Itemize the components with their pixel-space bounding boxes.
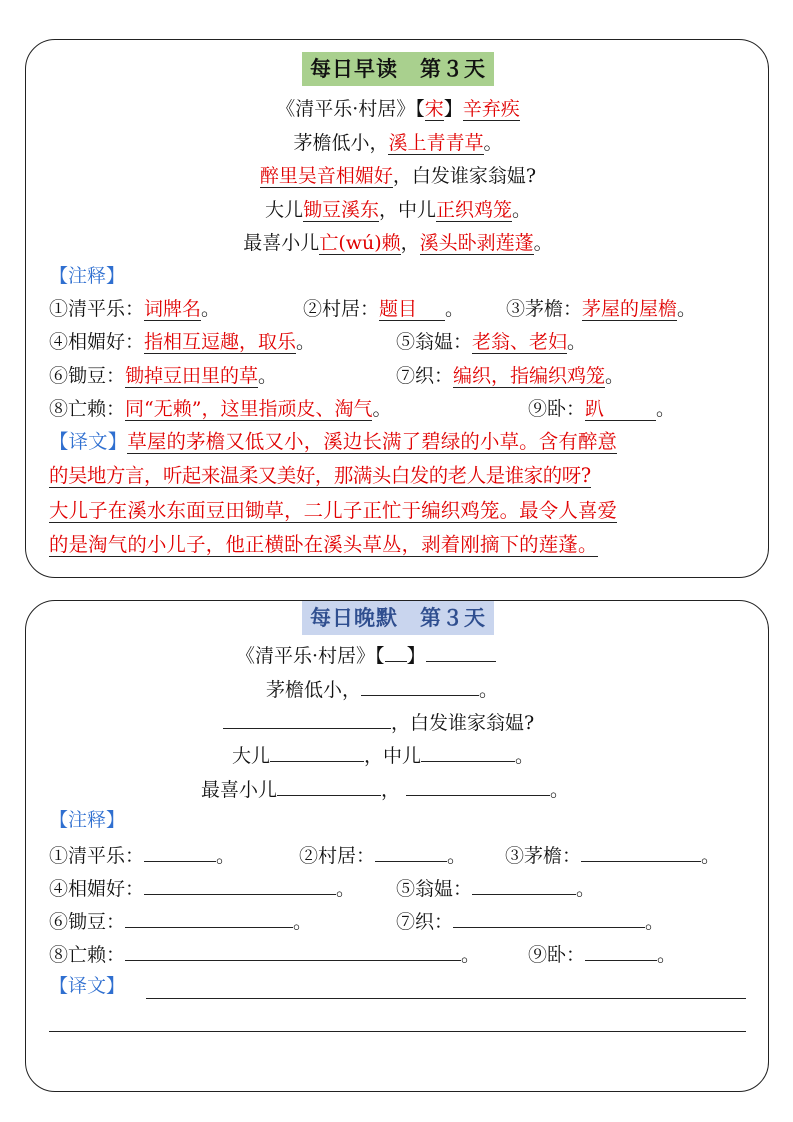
note-period: 。 [296,331,316,353]
note-2 [303,296,464,322]
note-3 [505,841,720,869]
note-period: 。 [567,331,587,353]
poem-line-1 [26,130,770,156]
poem-text: 。 [550,779,570,801]
translation-label: 【译文】 [49,430,128,453]
poem-line-3 [26,197,770,223]
note-term: ⑤翁媪： [396,878,473,900]
note-term: ①清平乐： [49,298,145,320]
note-answer: 茅屋的屋檐 [582,298,678,320]
poem-text: 。 [512,199,532,221]
note-8 [49,940,480,968]
poem-text: 。 [533,232,553,254]
note-blank[interactable] [375,841,447,862]
translation-line-2: 的吴地方言，听起来温柔又美好，那满头白发的老人是谁家的呀? [49,464,591,488]
note-period: 。 [201,298,221,320]
note-answer: 趴 [585,398,656,421]
note-term: ⑦织： [396,365,454,387]
note-term: ⑦织： [396,911,454,933]
poem-line-2 [223,708,534,736]
note-blank[interactable] [453,907,645,928]
line2-blank[interactable] [223,708,391,729]
note-period: 。 [656,398,676,420]
notes-label: 【注释】 [49,265,126,287]
note-period: 。 [605,365,625,387]
note-answer: 锄掉豆田里的草 [125,365,259,387]
poem-text: ，中儿 [364,745,422,767]
bracket-close: 】 [443,98,463,120]
line4-blank-b[interactable] [406,775,550,796]
poem-text: 大儿 [264,199,303,221]
poem-text: ，白发谁家翁媪? [391,712,535,734]
note-4 [49,329,315,355]
poem-answer: 溪头卧剥莲蓬 [419,232,534,254]
note-term: ⑧亡赖： [49,398,126,420]
poem-title: 《清平乐·村居》 [276,98,416,120]
note-7 [396,907,664,935]
note-3 [506,296,696,322]
poem-text: ， [400,232,420,254]
note-6 [49,363,277,389]
poem-line-4 [26,230,770,256]
note-period: 。 [293,911,313,933]
bracket-close: 】 [406,645,426,667]
poem-answer: 锄豆溪东 [302,199,379,221]
poem-line-1 [266,675,498,703]
note-period: 。 [336,878,356,900]
line3-blank-b[interactable] [421,741,515,762]
poem-answer: 正织鸡笼 [436,199,513,221]
note-term: ①清平乐： [49,845,145,867]
note-period: 。 [576,878,596,900]
note-blank[interactable] [581,841,701,862]
dynasty-blank[interactable] [385,641,407,662]
note-term: ③茅檐： [506,298,583,320]
morning-title: 每日早读 第３天 [302,52,494,86]
note-answer: 题目 [379,298,445,321]
note-9 [528,940,676,968]
note-answer: 同“无赖”，这里指顽皮、淘气 [125,398,373,420]
poem-text: 。 [479,679,499,701]
poem-line-2 [26,163,770,189]
note-period: 。 [445,298,465,320]
notes-label: 【注释】 [49,809,126,831]
translation-blank-1[interactable] [146,998,746,999]
evening-title: 每日晚默 第３天 [302,601,494,635]
note-5 [396,329,586,355]
note-term: ⑤翁媪： [396,331,473,353]
poem-title-line [26,96,770,122]
note-7 [396,363,624,389]
poem-title: 《清平乐·村居》 [236,645,376,667]
evening-dictation-card [25,600,769,1092]
note-period: 。 [645,911,665,933]
note-period: 。 [447,845,467,867]
note-blank[interactable] [144,841,216,862]
poem-answer: 醉里吴音相媚好 [259,165,393,187]
poem-answer: 亡(wú)赖 [319,232,401,254]
translation-blank-2[interactable] [49,1031,746,1032]
note-answer: 词牌名 [144,298,202,320]
note-term: ④相媚好： [49,878,145,900]
note-9 [528,396,675,422]
note-2 [299,841,466,869]
poem-text: 大儿 [232,745,271,767]
poem-text: 茅檐低小， [266,679,362,701]
translation-line-3: 大儿子在溪水东面豆田锄草，二儿子正忙于编织鸡笼。最令人喜爱 [49,498,618,522]
poem-text: 最喜小儿 [243,232,320,254]
note-6 [49,907,312,935]
poem-line-4 [201,775,569,803]
bracket-open: 【 [415,98,425,120]
note-period: 。 [701,845,721,867]
note-term: ⑨卧： [528,944,586,966]
note-answer: 指相互逗趣，取乐 [144,331,297,353]
morning-reading-card [25,39,769,578]
poem-line-3 [232,741,534,769]
translation-line-4: 的是淘气的小儿子，他正横卧在溪头草丛，剥着刚摘下的莲蓬。 [49,532,598,556]
poem-text: ， [381,779,401,801]
note-1 [49,296,220,322]
author-blank[interactable] [426,641,496,662]
line3-blank-a[interactable] [270,741,364,762]
author: 辛弃疾 [462,98,520,120]
note-1 [49,841,235,869]
note-answer: 老翁、老妇 [472,331,568,353]
note-blank[interactable] [144,874,336,895]
evening-title-row [26,601,770,635]
note-term: ②村居： [299,845,376,867]
note-blank[interactable] [125,940,461,961]
note-term: ③茅檐： [505,845,582,867]
note-term: ⑥锄豆： [49,365,126,387]
poem-text: ，白发谁家翁媪? [392,165,537,187]
line1-blank[interactable] [361,675,479,696]
translation-label: 【译文】 [49,975,126,997]
note-period: 。 [461,944,481,966]
note-8 [49,396,391,422]
translation-line-1: 草屋的茅檐又低又小，溪边长满了碧绿的小草。含有醉意 [127,430,618,453]
poem-title-line [236,641,496,669]
poem-text: 。 [515,745,535,767]
note-period: 。 [372,398,392,420]
note-period: 。 [677,298,697,320]
poem-answer: 溪上青青草 [388,132,484,154]
note-term: ⑧亡赖： [49,944,126,966]
morning-title-row [26,52,770,86]
note-period: 。 [216,845,236,867]
note-period: 。 [657,944,677,966]
note-term: ④相媚好： [49,331,145,353]
note-term: ⑨卧： [528,398,586,420]
poem-text: ，中儿 [378,199,436,221]
poem-text: 。 [483,132,503,154]
translation [49,425,749,562]
note-answer: 编织，指编织鸡笼 [453,365,606,387]
note-term: ⑥锄豆： [49,911,126,933]
line4-blank-a[interactable] [277,775,381,796]
dynasty: 宋 [424,98,444,120]
note-5 [396,874,595,902]
note-blank[interactable] [585,940,657,961]
note-4 [49,874,355,902]
note-term: ②村居： [303,298,380,320]
note-blank[interactable] [125,907,293,928]
poem-text: 最喜小儿 [201,779,278,801]
poem-text: 茅檐低小， [293,132,389,154]
bracket-open: 【 [375,645,385,667]
note-blank[interactable] [472,874,576,895]
note-period: 。 [258,365,278,387]
